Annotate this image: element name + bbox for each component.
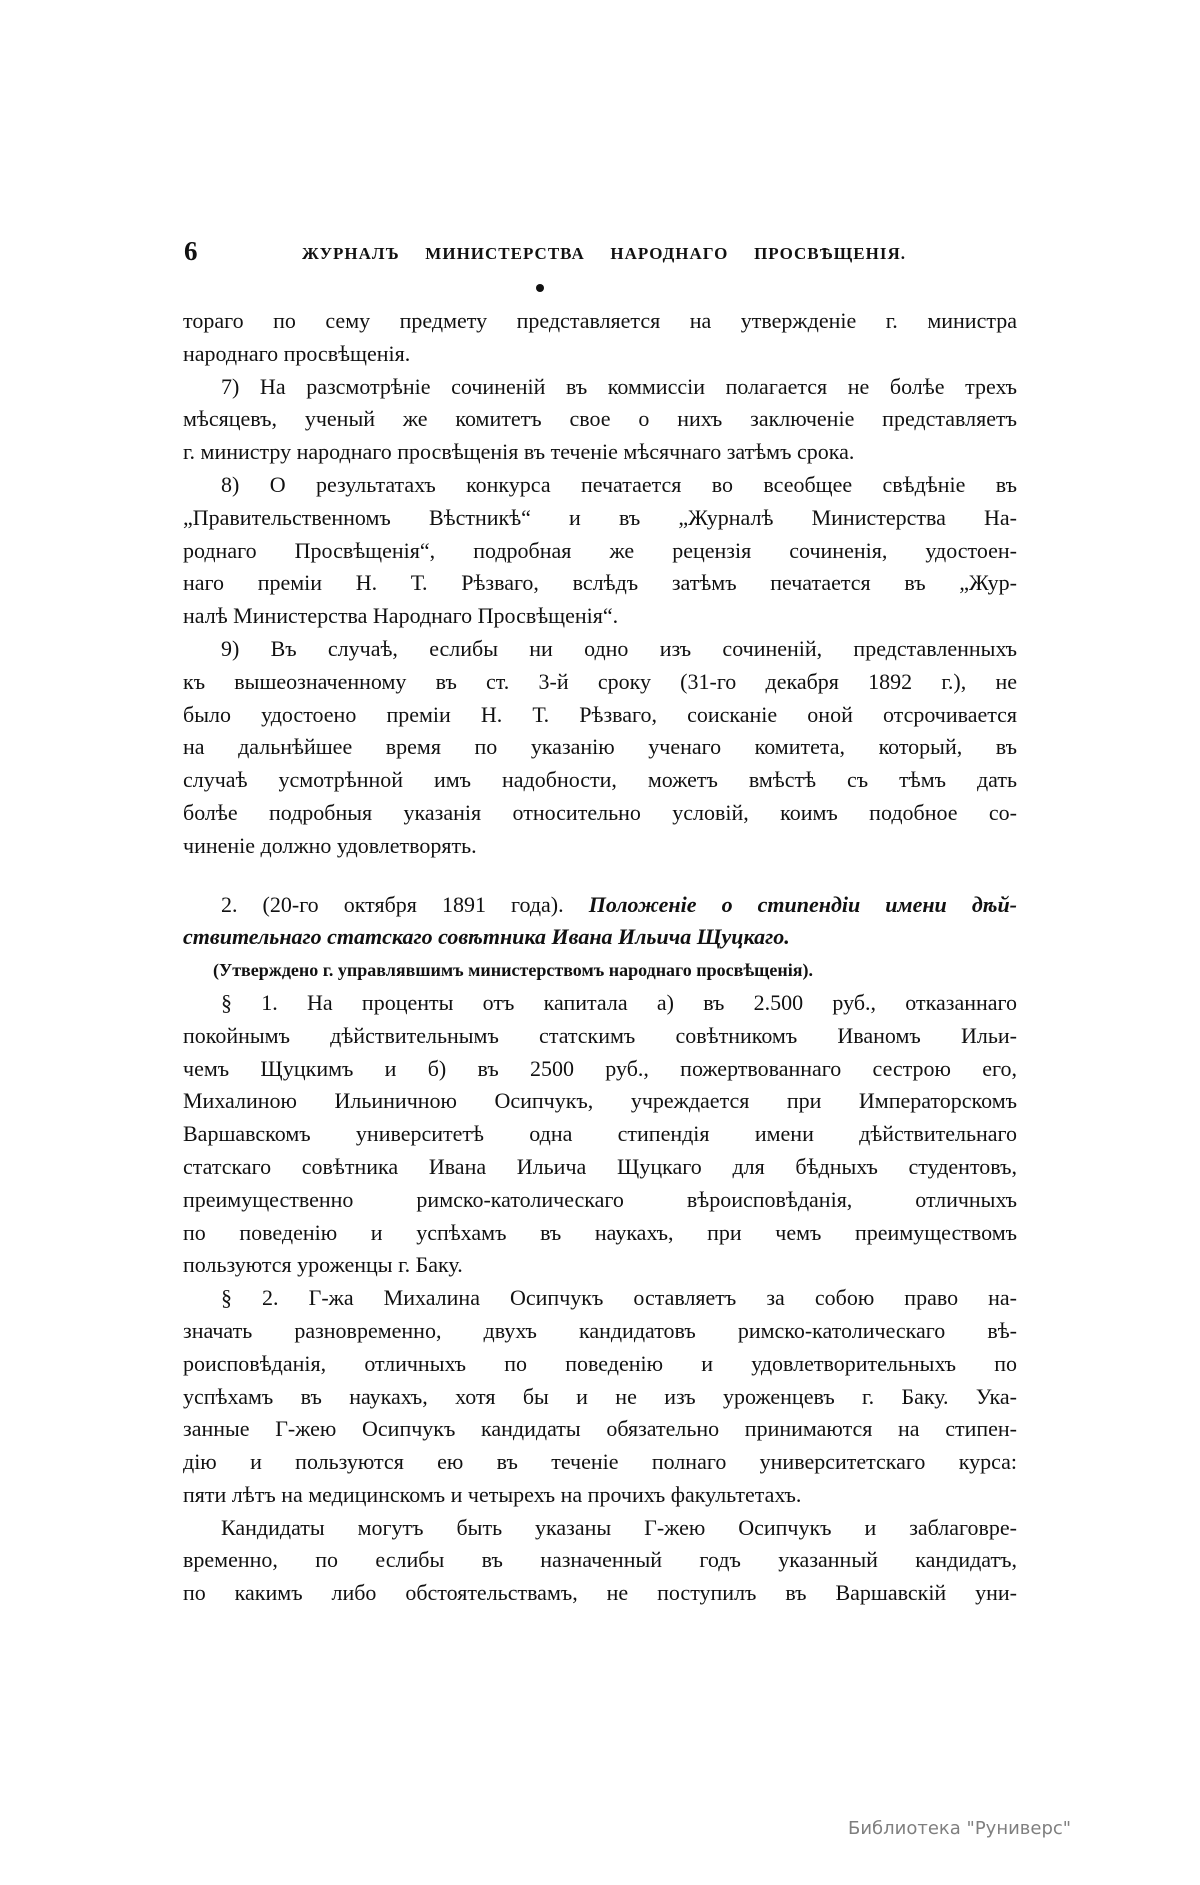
- text-line: успѣхамъ въ наукахъ, хотя бы и не изъ уроженцевъ г. Баку. Ука-: [183, 1383, 1017, 1409]
- section-2-title-part-2: ствительнаго статскаго совѣтника Ивана Ильича Щуцкаго.: [183, 924, 790, 950]
- text-line: значать разновременно, двухъ кандидатовъ римско-католическаго вѣ-: [183, 1317, 1017, 1343]
- text-line: по какимъ либо обстоятельствамъ, не поступилъ въ Варшавскій уни-: [183, 1580, 1017, 1606]
- text-line: народнаго просвѣщенія.: [183, 340, 411, 366]
- text-line: 9) Въ случаѣ, еслибы ни одно изъ сочиненій, представленныхъ: [221, 635, 1017, 661]
- header-dot: [536, 284, 544, 292]
- text-line: случаѣ усмотрѣнной имъ надобности, можетъ вмѣстѣ съ тѣмъ дать: [183, 767, 1017, 793]
- approved-note: (Утверждено г. управлявшимъ министерствомъ народнаго просвѣщенія).: [213, 960, 813, 981]
- text-line: „Правительственномъ Вѣстникѣ“ и въ „Журналѣ Министерства На-: [183, 504, 1017, 530]
- text-line: Михалиною Ильиничною Осипчукъ, учреждается при Императорскомъ: [183, 1088, 1017, 1114]
- text-line: тораго по сему предмету представляется на утвержденіе г. министра: [183, 308, 1017, 333]
- text-line: болѣе подробныя указанія относительно условій, коимъ подобное со-: [183, 799, 1017, 825]
- section-1-paragraphs: [183, 305, 1017, 863]
- text-line: на дальнѣйшее время по указанію ученаго комитета, который, въ: [183, 734, 1017, 760]
- paragraph-p-continued: [183, 305, 1017, 371]
- paragraph-p-7: [183, 371, 1017, 469]
- section-2-heading: [183, 889, 1017, 987]
- text-line: чемъ Щуцкимъ и б) въ 2500 руб., пожертвованнаго сестрою его,: [183, 1055, 1017, 1081]
- section-2-number-date: 2. (20-го октября 1891 года).: [221, 891, 564, 917]
- section-2-heading-line-2: [183, 921, 1017, 954]
- section-gap: [183, 863, 1017, 889]
- text-line: занные Г-жею Осипчукъ кандидаты обязательно принимаются на стипен-: [183, 1416, 1017, 1442]
- text-line: 8) О результатахъ конкурса печатается во всеобщее свѣдѣніе въ: [221, 471, 1017, 497]
- text-line: 7) На разсмотрѣніе сочиненій въ коммиссіи полагается не болѣе трехъ: [221, 373, 1017, 399]
- text-line: статскаго совѣтника Ивана Ильича Щуцкаго для бѣдныхъ студентовъ,: [183, 1153, 1017, 1179]
- library-watermark: Библиотека "Руниверс": [848, 1818, 1072, 1839]
- text-line: дію и пользуются ею въ теченіе полнаго университетскаго курса:: [183, 1449, 1017, 1475]
- paragraph-p-8: [183, 469, 1017, 633]
- text-line: § 1. На проценты отъ капитала а) въ 2.500 руб., отказаннаго: [221, 989, 1017, 1015]
- text-line: г. министру народнаго просвѣщенія въ теченіе мѣсячнаго затѣмъ срока.: [183, 439, 855, 465]
- section-2-title-part-1: Положеніе о стипендіи имени дѣй-: [588, 891, 1017, 917]
- text-line: Кандидаты могутъ быть указаны Г-жею Осипчукъ и заблаговре-: [221, 1514, 1017, 1540]
- paragraph-s-2-cont: [183, 1512, 1017, 1610]
- text-line: наго преміи Н. Т. Рѣзваго, вслѣдъ затѣмъ печатается въ „Жур-: [183, 570, 1017, 596]
- text-line: § 2. Г-жа Михалина Осипчукъ оставляетъ за собою право на-: [221, 1285, 1017, 1311]
- text-line: чиненіе должно удовлетворять.: [183, 832, 477, 858]
- text-line: было удостоено преміи Н. Т. Рѣзваго, соисканіе оной отсрочивается: [183, 701, 1017, 727]
- text-line: мѣсяцевъ, ученый же комитетъ свое о нихъ заключеніе представляетъ: [183, 406, 1017, 432]
- text-line: по поведенію и успѣхамъ въ наукахъ, при чемъ преимуществомъ: [183, 1219, 1017, 1245]
- text-line: преимущественно римско-католическаго вѣроисповѣданія, отличныхъ: [183, 1186, 1017, 1212]
- text-column: [183, 305, 1017, 1610]
- text-line: Варшавскомъ университетѣ одна стипендія имени дѣйствительнаго: [183, 1121, 1017, 1147]
- text-line: роисповѣданія, отличныхъ по поведенію и удовлетворительныхъ по: [183, 1350, 1017, 1376]
- text-line: налѣ Министерства Народнаго Просвѣщенія“.: [183, 603, 619, 629]
- text-line: роднаго Просвѣщенія“, подробная же рецензія сочиненія, удостоен-: [183, 537, 1017, 563]
- paragraph-s-2: [183, 1282, 1017, 1512]
- section-2-paragraphs: [183, 987, 1017, 1610]
- text-line: пяти лѣтъ на медицинскомъ и четырехъ на прочихъ факультетахъ.: [183, 1481, 802, 1507]
- text-line: пользуются уроженцы г. Баку.: [183, 1252, 463, 1278]
- section-2-heading-line-1: [183, 889, 1017, 922]
- text-line: временно, по еслибы въ назначенный годъ указанный кандидатъ,: [183, 1547, 1017, 1573]
- paragraph-p-9: [183, 633, 1017, 863]
- paragraph-s-1: [183, 987, 1017, 1282]
- text-line: покойнымъ дѣйствительнымъ статскимъ совѣтникомъ Иваномъ Ильи-: [183, 1022, 1017, 1048]
- text-line: къ вышеозначенному въ ст. 3-й сроку (31-го декабря 1892 г.), не: [183, 668, 1017, 694]
- page-number: 6: [184, 236, 198, 266]
- running-title: ЖУРНАЛЪ МИНИСТЕРСТВА НАРОДНАГО ПРОСВѢЩЕНІЯ.: [302, 244, 906, 263]
